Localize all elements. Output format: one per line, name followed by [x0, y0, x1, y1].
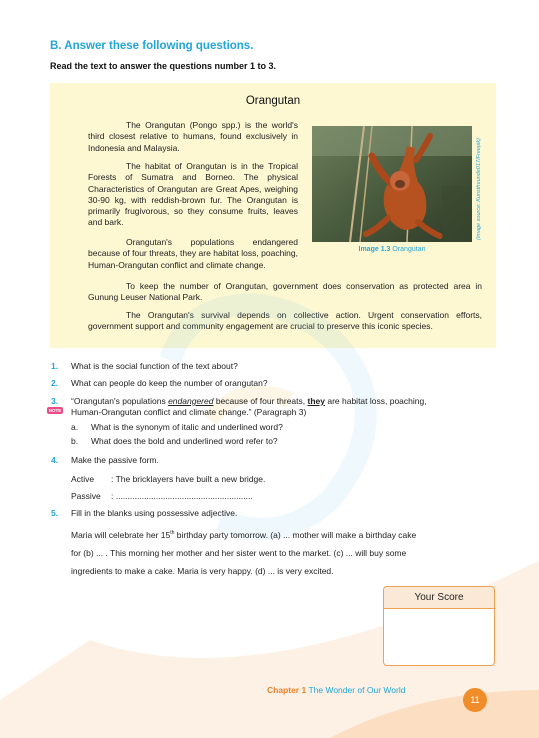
question-3b: What does the bold and underlined word refer to? [91, 436, 278, 446]
paragraph-2: The habitat of Orangutan is in the Tropical Forests of Sumatra and Borneo. The physical Characteristics of Orangutan are Great Apes, weighing 30-90 kg, with reddish-brown fur. The Orangutan is primarily frugivorous, so they consume fruits, leaves and bark. [88, 161, 298, 228]
passive-label: Passive [71, 491, 101, 501]
question-3a-label: a. [71, 422, 79, 432]
passive-answer-line[interactable]: : .......................................................... [111, 491, 253, 501]
image-caption: Image 1.3 Orangutan [358, 246, 426, 253]
question-2: What can people do keep the number of orangutan? [71, 378, 268, 388]
question-5: Fill in the blanks using possessive adjective. [71, 508, 238, 518]
page-number: 11 [463, 688, 487, 712]
question-5-number: 5. [51, 508, 59, 518]
question-5-line-1: Maria will celebrate her 15th birthday party tomorrow. (a) ... mother will make a birthday cake [71, 530, 417, 540]
svg-text:(Image source: Kunstfreunde017: (Image source: Kunstfreunde017/Freepik) [476, 138, 482, 240]
question-3-line-2: Human-Orangutan conflict and climate change.” (Paragraph 3) [71, 407, 307, 417]
question-1: What is the social function of the text about? [71, 361, 238, 371]
paragraph-4: To keep the number of Orangutan, government does conservation as protected area in Gunung Leuser National Park. [88, 281, 482, 303]
question-4: Make the passive form. [71, 455, 159, 465]
question-4-number: 4. [51, 455, 59, 465]
question-3a: What is the synonym of italic and underlined word? [91, 422, 283, 432]
active-label: Active [71, 474, 95, 484]
footer-chapter: Chapter 1 The Wonder of Our World [267, 685, 406, 695]
question-5-line-2: for (b) ... . This morning her mother and her sister went to the market. (c) ... will buy some [71, 548, 407, 558]
instruction-text: Read the text to answer the questions number 1 to 3. [50, 61, 277, 71]
paragraph-1: The Orangutan (Pongo spp.) is the world's third closest relative to humans, found exclusively in Indonesia and Malaysia. [88, 120, 298, 153]
paragraph-5: The Orangutan's survival depends on collective action. Urgent conservation efforts, government support and community engagement are crucial to preserve this iconic species. [88, 310, 482, 332]
text-title: Orangutan [245, 95, 301, 107]
question-3-number: 3. [51, 396, 59, 406]
question-2-number: 2. [51, 378, 59, 388]
score-label: Your Score [384, 587, 494, 609]
question-1-number: 1. [51, 361, 59, 371]
paragraph-3: Orangutan's populations endangered because of four threats, they are habitat loss, poaching, Human-Orangutan conflict and climate change. [88, 237, 298, 270]
score-box[interactable] [383, 586, 495, 666]
question-3b-label: b. [71, 436, 79, 446]
question-5-line-3: ingredients to make a cake. Maria is very happy. (d) ... is very excited. [71, 566, 334, 576]
section-heading: B. Answer these following questions. [50, 40, 254, 52]
active-sentence: : The bricklayers have built a new bridge. [111, 474, 266, 484]
note-badge: NOTE [48, 408, 62, 413]
question-3: “Orangutan's populations endangered because of four threats, they are habitat loss, poaching, [71, 396, 427, 406]
